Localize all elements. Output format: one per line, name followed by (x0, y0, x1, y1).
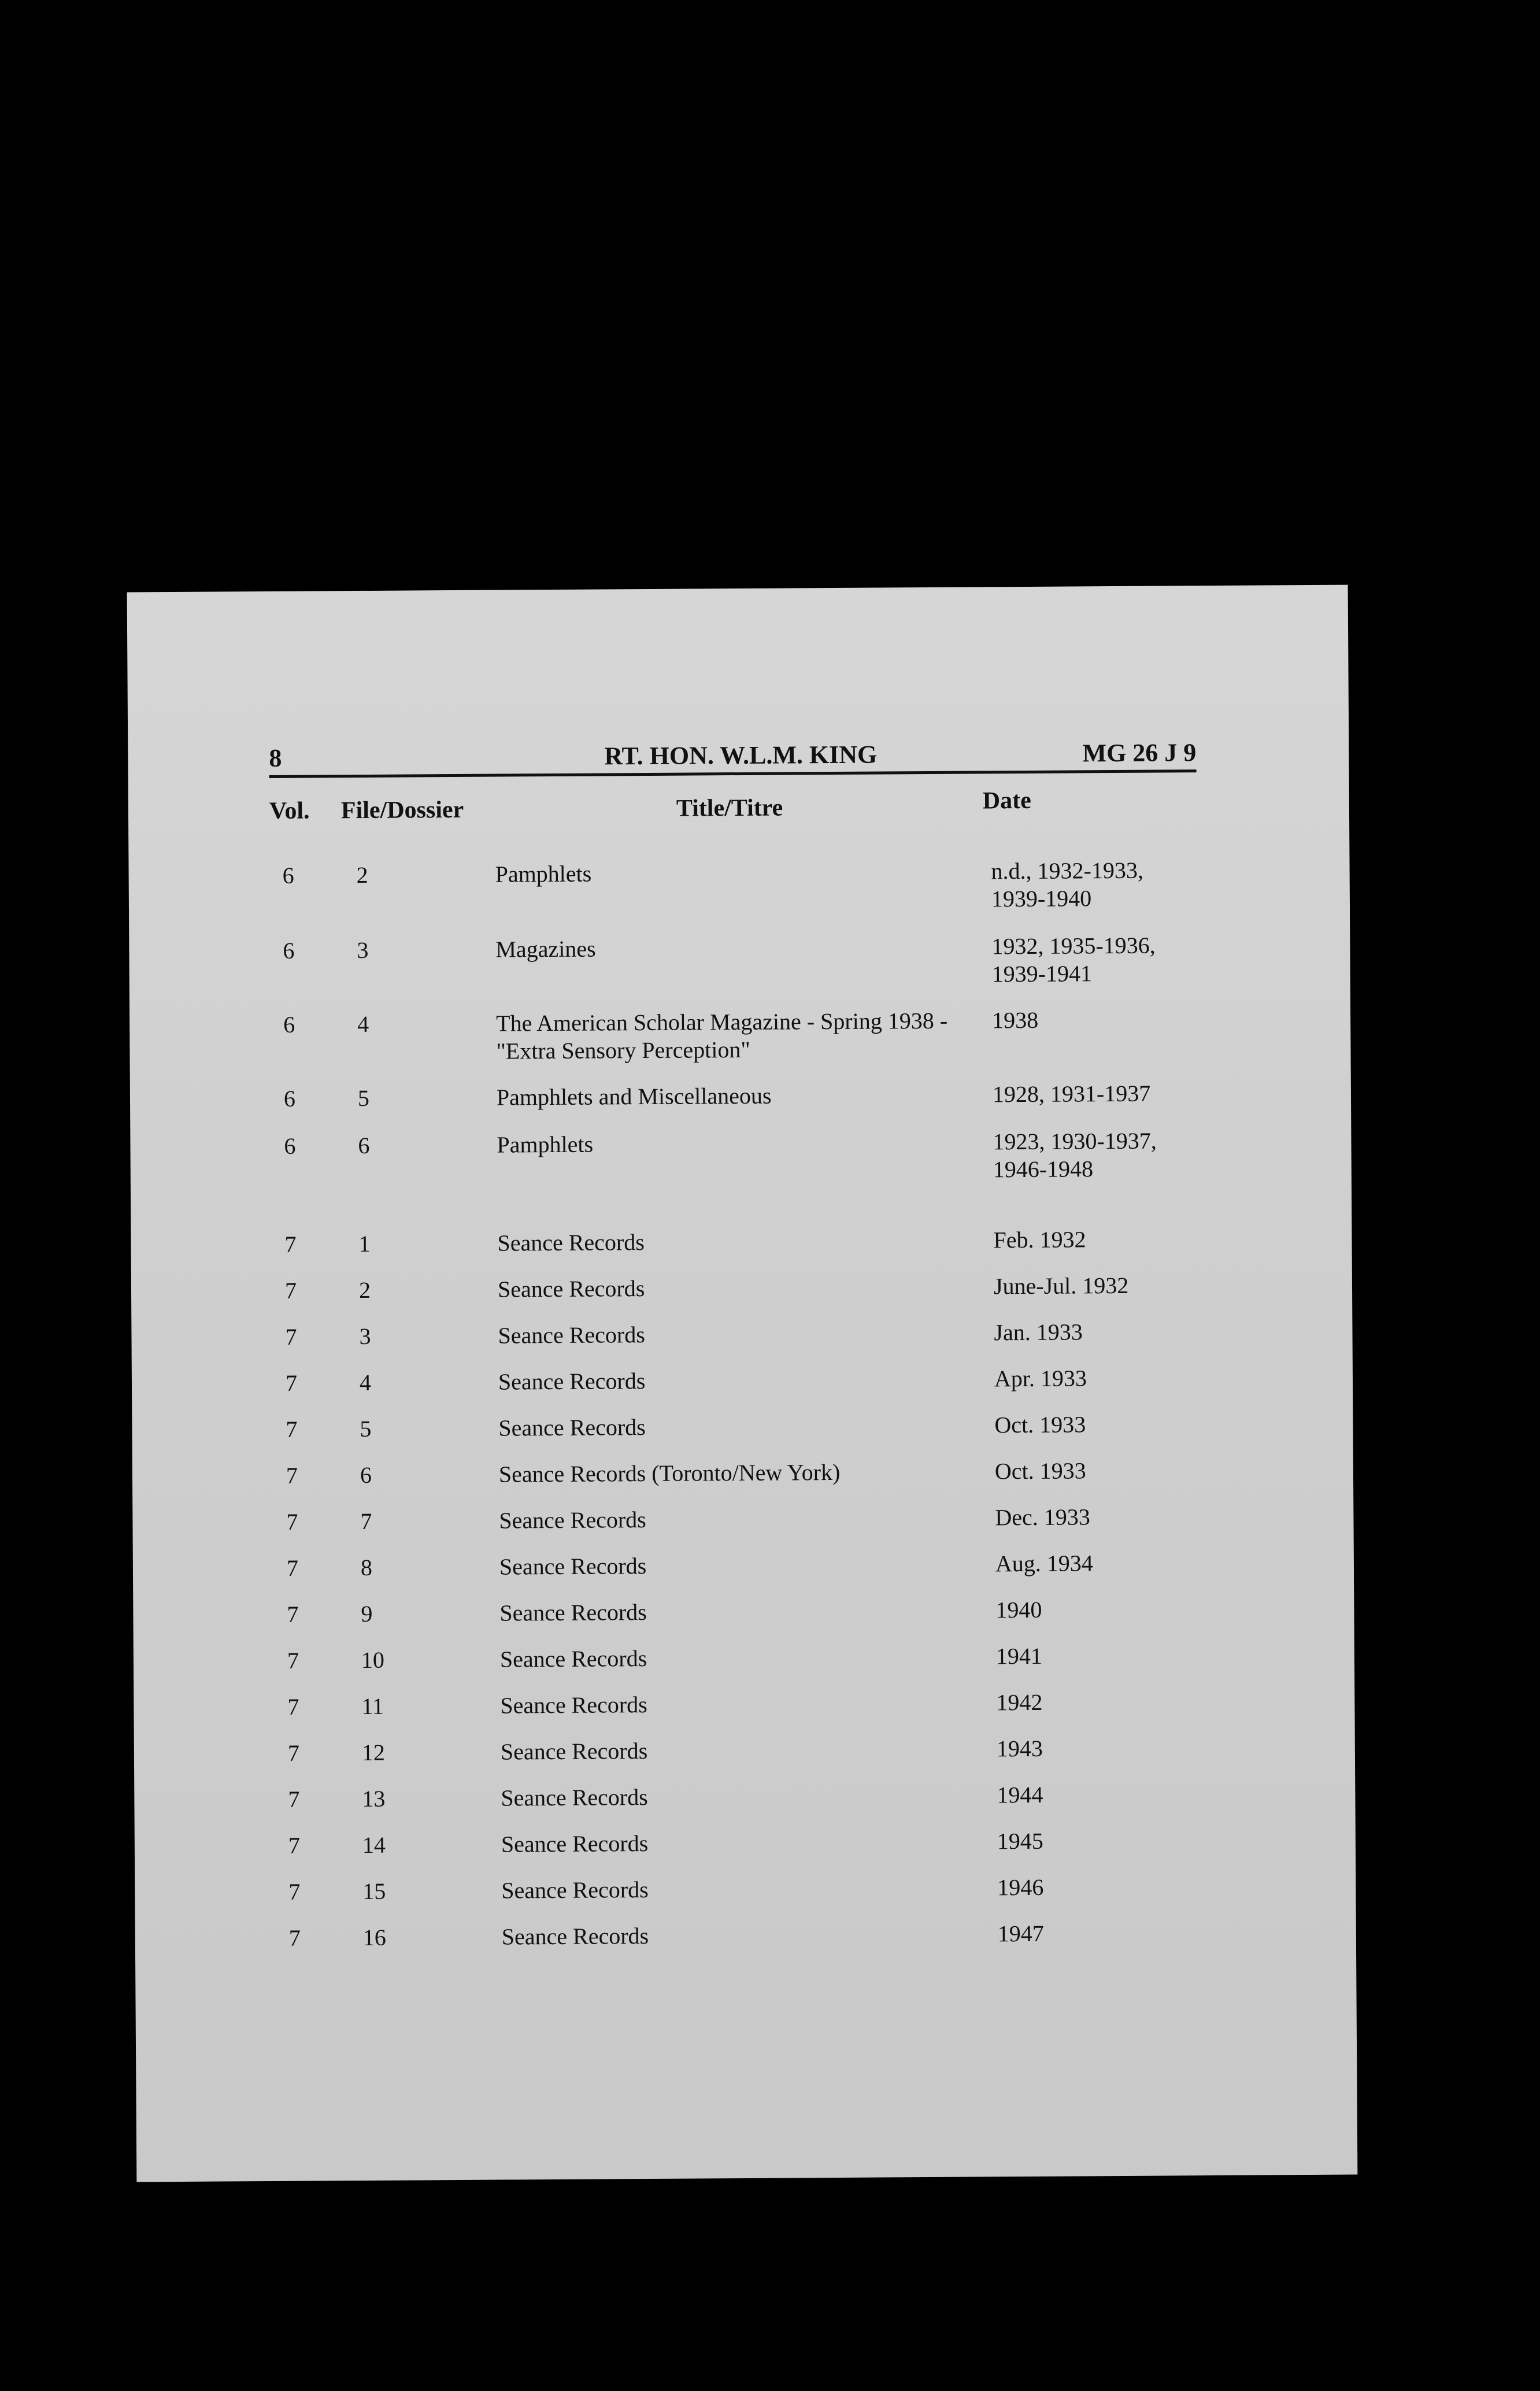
cell-date: n.d., 1932-1933, 1939-1940 (991, 857, 1144, 912)
cell-vol: 7 (286, 1462, 298, 1489)
cell-file: 5 (357, 1085, 370, 1112)
cell-date: 1947 (997, 1920, 1044, 1947)
column-header-file: File/Dossier (340, 796, 464, 824)
page-header (269, 728, 1196, 778)
page-number: 8 (269, 743, 282, 772)
cell-file: 16 (362, 1924, 386, 1951)
cell-vol: 6 (283, 937, 295, 964)
cell-vol: 6 (283, 1085, 296, 1112)
table-row (273, 1410, 1200, 1442)
cell-date: June-Jul. 1932 (993, 1272, 1129, 1300)
cell-title: Pamphlets (495, 860, 592, 887)
cell-vol: 7 (288, 1878, 301, 1905)
cell-title: Seance Records (501, 1830, 649, 1857)
cell-vol: 7 (288, 1786, 300, 1812)
cell-file: 5 (360, 1415, 372, 1442)
cell-date: Dec. 1933 (995, 1504, 1090, 1531)
cell-vol: 7 (287, 1739, 300, 1766)
cell-vol: 7 (287, 1647, 299, 1674)
table-row (274, 1549, 1201, 1581)
collection-reference: MG 26 J 9 (1082, 738, 1197, 768)
cell-file: 14 (362, 1831, 386, 1859)
cell-file: 9 (361, 1600, 373, 1627)
cell-vol: 7 (285, 1323, 297, 1350)
cell-date: 1941 (995, 1642, 1043, 1670)
cell-file: 6 (360, 1461, 372, 1489)
cell-title: Seance Records (498, 1322, 645, 1349)
cell-title: Seance Records (500, 1738, 648, 1765)
cell-date: 1940 (995, 1596, 1042, 1623)
column-headers (269, 787, 1197, 832)
cell-date: 1928, 1931-1937 (992, 1080, 1151, 1108)
cell-vol: 7 (286, 1554, 299, 1581)
table-row (276, 1826, 1203, 1859)
cell-date: Apr. 1933 (994, 1365, 1087, 1392)
cell-title: Seance Records (501, 1923, 649, 1950)
cell-vol: 7 (284, 1277, 297, 1304)
cell-file: 2 (356, 861, 368, 889)
table-row (275, 1641, 1202, 1674)
table-row (274, 1595, 1201, 1627)
cell-date: 1942 (996, 1689, 1043, 1716)
cell-date: 1944 (997, 1781, 1043, 1808)
cell-date: Feb. 1932 (993, 1226, 1086, 1253)
cell-vol: 7 (286, 1416, 298, 1442)
cell-title: Seance Records (498, 1368, 646, 1395)
cell-file: 11 (361, 1693, 384, 1720)
table-row (270, 931, 1197, 987)
cell-date: Aug. 1934 (995, 1550, 1093, 1577)
table-row (276, 1919, 1204, 1951)
cell-title: Seance Records (499, 1507, 646, 1534)
cell-date: 1946 (997, 1874, 1044, 1901)
cell-file: 3 (357, 937, 369, 964)
cell-vol: 6 (283, 1011, 295, 1038)
column-header-title: Title/Titre (676, 794, 783, 822)
cell-title: Seance Records (499, 1645, 647, 1672)
cell-date: Jan. 1933 (994, 1319, 1083, 1346)
table-row (272, 1271, 1200, 1304)
table-row (275, 1734, 1202, 1766)
table-row (271, 1079, 1198, 1112)
cell-title: Seance Records (Toronto/New York) (498, 1459, 841, 1487)
cell-file: 4 (357, 1011, 369, 1038)
cell-file: 10 (361, 1646, 385, 1674)
table-row (271, 1005, 1198, 1064)
cell-vol: 7 (287, 1693, 299, 1720)
cell-date: 1923, 1930-1937, 1946-1948 (993, 1127, 1157, 1183)
cell-vol: 7 (284, 1231, 297, 1257)
cell-title: Pamphlets and Miscellaneous (496, 1082, 772, 1111)
cell-vol: 7 (288, 1832, 301, 1859)
table-row (273, 1456, 1201, 1489)
cell-file: 3 (359, 1323, 371, 1350)
cell-file: 4 (359, 1369, 372, 1396)
cell-date: Oct. 1933 (994, 1457, 1086, 1485)
cell-file: 15 (362, 1878, 386, 1905)
cell-title: Seance Records (501, 1876, 649, 1904)
cell-date: 1945 (997, 1827, 1043, 1855)
cell-title: Magazines (495, 935, 596, 963)
cell-vol: 7 (286, 1508, 298, 1535)
cell-title: Seance Records (501, 1784, 648, 1811)
table-row (276, 1872, 1203, 1905)
table-row (273, 1502, 1201, 1535)
cell-title: Seance Records (499, 1599, 647, 1626)
table-row (269, 856, 1197, 912)
cell-vol: 7 (287, 1601, 299, 1627)
cell-title: The American Scholar Magazine - Spring 1938 - "Extra Sensory Perception" (496, 1007, 948, 1064)
column-header-vol: Vol. (269, 797, 310, 824)
table-row (271, 1127, 1198, 1183)
column-header-date: Date (982, 787, 1031, 815)
cell-title: Seance Records (500, 1692, 647, 1719)
cell-date: 1943 (996, 1735, 1043, 1762)
cell-date: 1932, 1935-1936, 1939-1941 (991, 932, 1156, 987)
cell-title: Seance Records (499, 1553, 647, 1580)
cell-vol: 7 (285, 1370, 298, 1396)
cell-file: 7 (360, 1508, 372, 1535)
cell-title: Seance Records (497, 1229, 645, 1256)
table-row (273, 1364, 1200, 1396)
cell-title: Seance Records (498, 1414, 646, 1441)
document-page (127, 585, 1358, 2182)
table-row (275, 1687, 1202, 1720)
cell-file: 8 (360, 1554, 373, 1581)
cell-vol: 6 (282, 862, 294, 889)
cell-file: 2 (358, 1276, 371, 1304)
table-row (272, 1225, 1199, 1257)
cell-title: Pamphlets (497, 1131, 594, 1158)
collection-title: RT. HON. W.L.M. KING (604, 740, 878, 771)
cell-file: 12 (361, 1739, 386, 1766)
cell-title: Seance Records (497, 1275, 645, 1302)
cell-file: 6 (358, 1132, 370, 1159)
cell-date: 1938 (992, 1006, 1039, 1034)
cell-vol: 7 (288, 1924, 301, 1951)
table-row (272, 1317, 1200, 1350)
cell-file: 13 (362, 1785, 386, 1812)
cell-date: Oct. 1933 (994, 1411, 1086, 1438)
cell-vol: 6 (284, 1132, 296, 1159)
table-row (275, 1780, 1202, 1812)
cell-file: 1 (358, 1230, 371, 1257)
